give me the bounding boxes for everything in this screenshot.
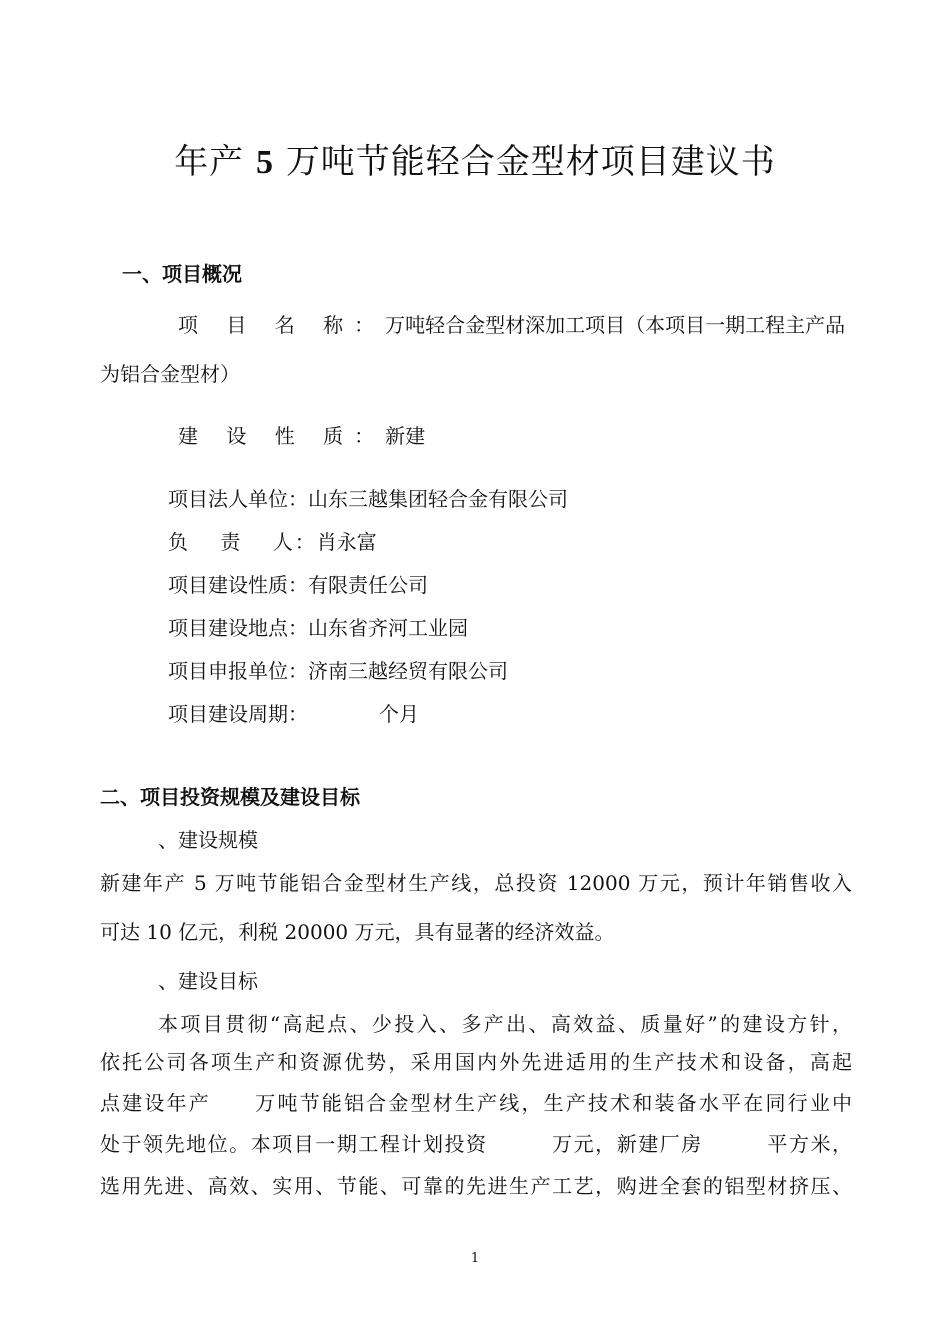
field-value: 个月 xyxy=(379,702,419,726)
subheading-scale: 、建设规模 xyxy=(158,828,258,852)
field-value: 有限责任公司 xyxy=(308,573,428,597)
field-construction-period xyxy=(168,698,419,727)
subheading-goal: 、建设目标 xyxy=(158,969,258,993)
field-location xyxy=(168,612,468,641)
goal-line-2: 依托公司各项生产和资源优势，采用国内外先进适用的生产技术和设备，高起 xyxy=(100,1050,852,1074)
field-label: 项目申报单位： xyxy=(168,659,308,683)
goal-line-4: 处于领先地位。本项目一期工程计划投资 万元，新建厂房 平方米， xyxy=(100,1132,852,1156)
field-value: 济南三越经贸有限公司 xyxy=(308,659,508,683)
field-label: 负 责 人： xyxy=(168,530,317,554)
field-responsible-person xyxy=(168,526,377,555)
field-label: 项目建设地点： xyxy=(168,616,308,640)
field-value: 新建 xyxy=(385,424,426,448)
field-company-type xyxy=(168,569,428,598)
page-number: 1 xyxy=(470,1251,480,1266)
section-heading-overview: 一、项目概况 xyxy=(122,262,242,286)
scale-line-2: 可达 10 亿元，利税 20000 万元，具有显著的经济效益。 xyxy=(100,920,615,944)
field-label: 项目建设周期： xyxy=(168,702,308,726)
section-heading-investment: 二、项目投资规模及建设目标 xyxy=(100,785,360,809)
field-project-name-continued: 为铝合金型材） xyxy=(100,362,240,386)
goal-line-3: 点建设年产 万吨节能铝合金型材生产线，生产技术和装备水平在同行业中 xyxy=(100,1091,852,1115)
goal-line-1: 本项目贯彻“高起点、少投入、多产出、高效益、质量好”的建设方针， xyxy=(158,1012,852,1036)
field-label: 建 设 性 质： xyxy=(178,424,386,448)
field-label: 项目法人单位： xyxy=(168,487,308,511)
field-applicant xyxy=(168,655,508,684)
field-value: 山东三越集团轻合金有限公司 xyxy=(308,487,568,511)
document-title: 年产 5 万吨节能轻合金型材项目建议书 xyxy=(174,142,776,182)
scale-line-1: 新建年产 5 万吨节能铝合金型材生产线，总投资 12000 万元，预计年销售收入 xyxy=(100,871,852,895)
field-construction-nature xyxy=(178,420,425,449)
field-label: 项目建设性质： xyxy=(168,573,308,597)
field-value: 万吨轻合金型材深加工项目（本项目一期工程主产品 xyxy=(385,313,846,337)
field-value: 肖永富 xyxy=(316,530,377,554)
field-project-name xyxy=(178,309,845,338)
field-legal-entity xyxy=(168,483,568,512)
field-label: 项 目 名 称： xyxy=(178,313,386,337)
goal-line-5: 选用先进、高效、实用、节能、可靠的先进生产工艺，购进全套的铝型材挤压、 xyxy=(100,1174,852,1198)
field-value: 山东省齐河工业园 xyxy=(308,616,468,640)
